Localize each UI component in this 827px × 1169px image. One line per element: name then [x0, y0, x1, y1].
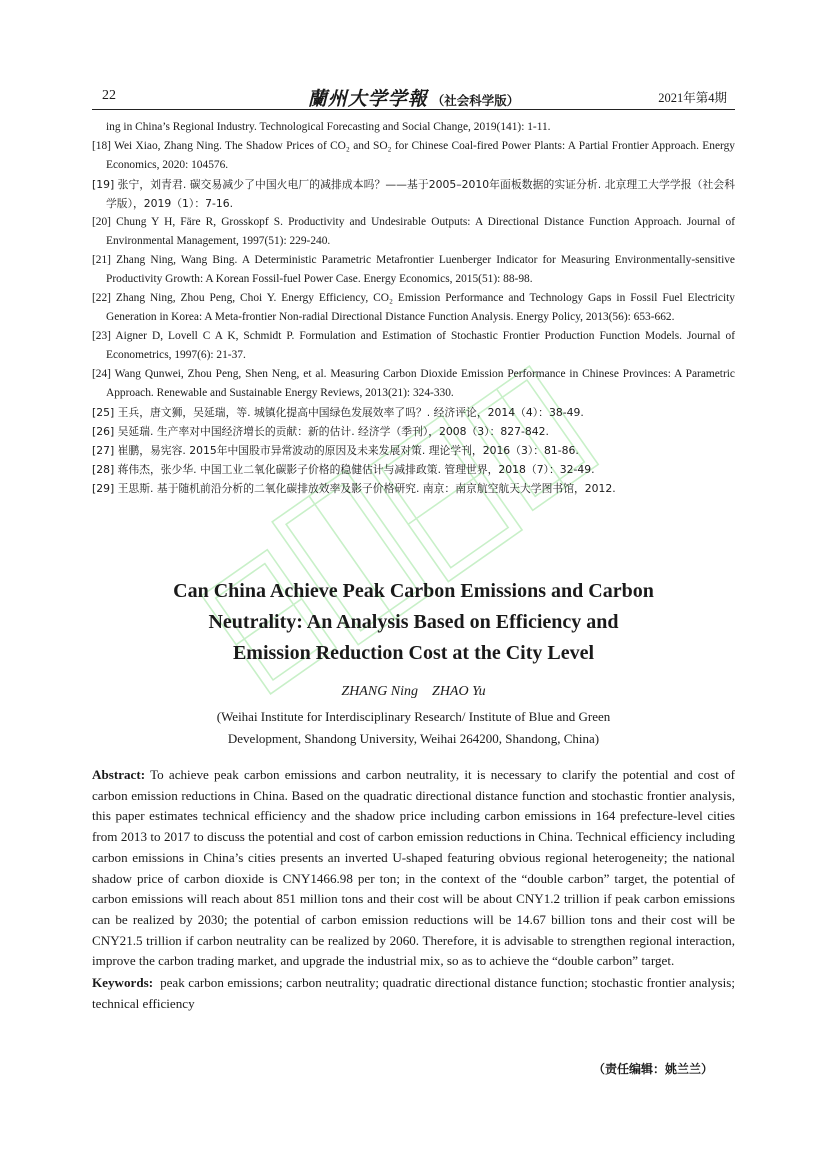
- reference-item: [21] Zhang Ning, Wang Bing. A Deterministic Parametric Metafrontier Luenberger Indicator for Measuring Environmentally-sensitive Productivity Growth: A Korean Fossil-fuel Power Case. Energy Economics, 2015(51): 88-98.: [92, 254, 735, 285]
- abstract-text: To achieve peak carbon emissions and carbon neutrality, it is necessary to clarify the potential and cost of carbon emission reductions in China. Based on the quadratic directional distance function and stochastic frontier analysis, this paper estimates technical efficiency and the shadow price including carbon emissions in 164 prefecture-level cities from 2013 to 2017 to discuss the potential and cost of carbon emission reductions in China. Technical efficiency including carbon emissions in China’s cities presents an inverted U-shaped featuring obvious regional heterogeneity; the national shadow price of carbon dioxide is CNY1466.98 per ton; in the context of the “double carbon” target, the potential of carbon emissions will reach about 851 million tons and their cost will be about CNY1.2 trillion if peak carbon emissions can be realized by 2030; the potential of carbon emission reductions will be 14.67 billion tons and their cost will be CNY21.5 trillion if carbon neutrality can be realized by 2060. Therefore, it is advisable to strengthen regional interaction, improve the carbon trading market, and upgrade the industrial mix, so as to achieve the “double carbon” target.: [92, 767, 735, 969]
- journal-logo: 蘭州大学学報: [307, 89, 428, 110]
- reference-item: [23] Aigner D, Lovell C A K, Schmidt P. Formulation and Estimation of Stochastic Frontier Production Function Models. Journal of Econometrics, 1997(6): 21-37.: [92, 330, 735, 361]
- abstract-paragraph: [92, 765, 735, 972]
- journal-name: [92, 84, 735, 111]
- page-number: 22: [102, 88, 116, 103]
- author-affiliation: [120, 706, 707, 750]
- reference-item: [28] 蒋伟杰，张少华. 中国工业二氧化碳影子价格的稳健估计与减排政策. 管理世界，2018（7）：32-49.: [92, 463, 595, 476]
- abstract-section: [92, 765, 735, 1014]
- reference-item: [27] 崔鹏，易宪容. 2015年中国股市异常波动的原因及未来发展对策. 理论学刊，2016（3）：81-86.: [92, 444, 579, 457]
- reference-item: [24] Wang Qunwei, Zhou Peng, Shen Neng, et al. Measuring Carbon Dioxide Emission Performance in Chinese Provinces: A Parametric Approach. Renewable and Sustainable Energy Reviews, 2013(21): 324-330.: [92, 368, 735, 399]
- reference-item: [19] 张宁，刘青君. 碳交易减少了中国火电厂的减排成本吗？——基于2005–2010年面板数据的实证分析. 北京理工大学学报（社会科学版），2019（1）：7-16.: [92, 178, 735, 210]
- title-line: Can China Achieve Peak Carbon Emissions and Carbon: [173, 580, 654, 602]
- title-line: Neutrality: An Analysis Based on Efficiency and: [208, 611, 619, 633]
- reference-continuation: ing in China’s Regional Industry. Technological Forecasting and Social Change, 2019(141): 1-11.: [106, 121, 551, 133]
- keywords-paragraph: [92, 973, 735, 1014]
- keywords-text: peak carbon emissions; carbon neutrality; quadratic directional distance function; stochastic frontier analysis; technical efficiency: [92, 975, 736, 1011]
- affiliation-line: (Weihai Institute for Interdisciplinary Research/ Institute of Blue and Green: [216, 709, 611, 724]
- affiliation-line: Development, Shandong University, Weihai 264200, Shandong, China): [227, 731, 600, 746]
- running-header: [92, 84, 735, 110]
- journal-subtitle: （社会科学版）: [431, 94, 520, 108]
- author-names: ZHANG Ning ZHAO Yu: [341, 684, 486, 699]
- title-line: Emission Reduction Cost at the City Level: [232, 642, 595, 664]
- article-title: [100, 576, 727, 669]
- issue-label: 2021年第4期: [658, 91, 727, 105]
- reference-item: [18] Wei Xiao, Zhang Ning. The Shadow Prices of CO₂ and SO₂ for Chinese Coal-fired Power Plants: A Partial Frontier Approach. Energy Economics, 2020: 104576.: [92, 140, 735, 171]
- reference-item: [29] 王思斯. 基于随机前沿分析的二氧化碳排放效率及影子价格研究. 南京：南京航空航天大学图书馆，2012.: [92, 482, 616, 495]
- abstract-label: Abstract:: [92, 767, 146, 782]
- reference-item: [25] 王兵，唐文狮，吴延瑞，等. 城镇化提高中国绿色发展效率了吗？. 经济评论，2014（4）：38-49.: [92, 406, 584, 419]
- reference-item: [22] Zhang Ning, Zhou Peng, Choi Y. Energy Efficiency, CO₂ Emission Performance and Technology Gaps in Fossil Fuel Electricity Generation in Korea: A Meta-frontier Non-radial Directional Distance Function Analysis. Energy Policy, 2013(56): 653-662.: [92, 292, 735, 323]
- reference-item: [20] Chung Y H, Färe R, Grosskopf S. Productivity and Undesirable Outputs: A Directional Distance Function Approach. Journal of Environmental Management, 1997(51): 229-240.: [92, 216, 735, 247]
- reference-item: [26] 吴延瑞. 生产率对中国经济增长的贡献：新的估计. 经济学（季刊），2008（3）：827-842.: [92, 425, 549, 438]
- reference-list: [92, 118, 735, 498]
- keywords-label: Keywords:: [92, 975, 154, 991]
- header-rule: [92, 109, 735, 110]
- editor-note: （责任编辑：姚兰兰）: [592, 1062, 713, 1076]
